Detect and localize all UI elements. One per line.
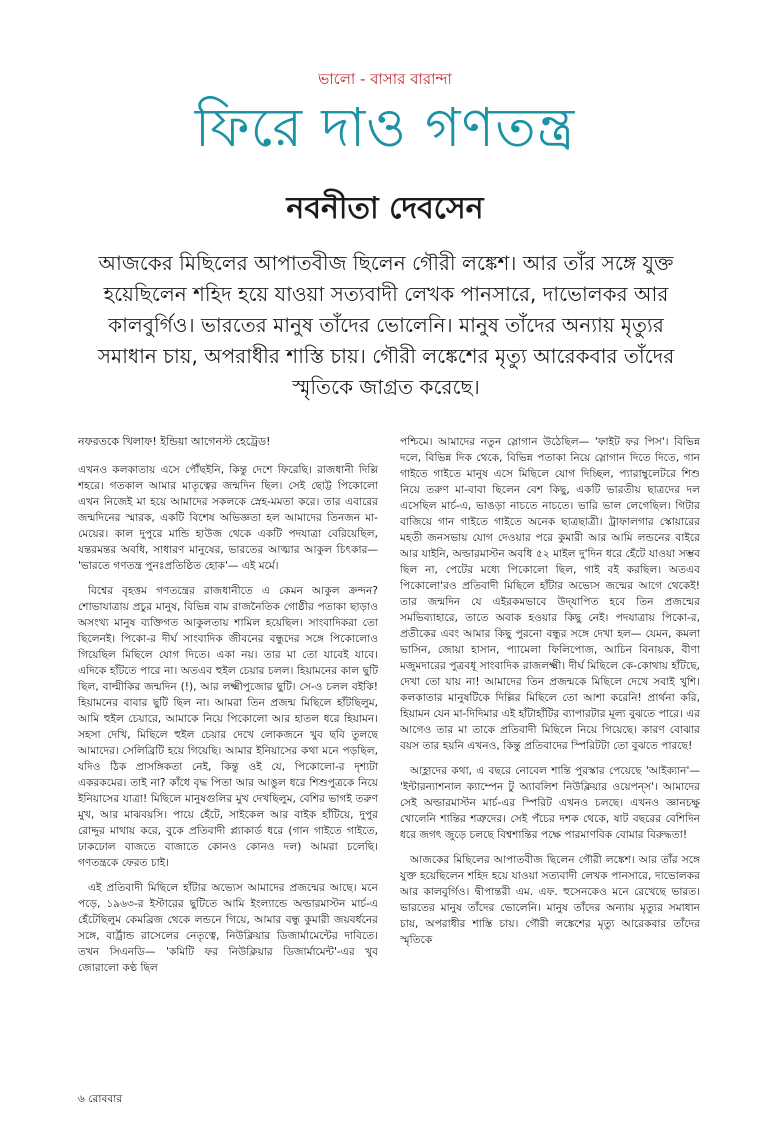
- body-paragraph: আহ্লাদের কথা, এ বছরে নোবেল শান্তি পুরস্কার পেয়েছে 'আইক্যান'— 'ইন্টারন্যাশনাল ক্যাম্পেন টু অ্যাবলিশ নিউক্লিয়ার ওয়েপন্‌স'। আমাদের সেই অল্ডারমাস্টন মার্চ-এর স্পিরিট এখনও চলছে। এখনও জ্ঞানচক্ষু খোলেনি শান্তির শত্রুদের। সেই পঁচের দশক থেকে, ষাট বছরের বেশিদিন ধরে জগৎ জুড়ে চলছে বিশ্বশান্তির পক্ষে পারমাণবিক বোমার বিরুদ্ধতা!: [400, 765, 700, 841]
- body-paragraph: পশ্চিমে। আমাদের নতুন স্লোগান উঠেছিল— 'ফাইট ফর পিস'। বিভিন্ন দলে, বিভিন্ন দিক থেকে, বিভিন্ন পতাকা নিয়ে স্লোগান দিতে দিতে, গান গাইতে গাইতে মানুষ এসে মিছিলে যোগ দিচ্ছিল, প্যারাম্বুলেটরে শিশু নিয়ে তরুণ মা-বাবা ছিলেন বেশ কিছু, একটি ভারতীয় ছাত্রদের দল এসেছিল মার্চ-এ, ভাঙড়া নাচতে নাচতে। ভারি ভাল লেগেছিল। গিটার বাজিয়ে গান গাইতে গাইতে অনেক ছাত্রছাত্রী। ট্রাফালগার স্কোয়ারের মহতী জনসভায় যোগ দেওয়ার পরে কুমারী আর আমি লন্ডনের বাইরে আর যাইনি, অল্ডারমাস্টন অবধি ৫২ মাইল দু'দিন ধরে হেঁটে যাওয়া সম্ভব ছিল না, পেটের মধ্যে পিকোলো ছিল, গাই বই করছিল। অতএব পিকোলো'রও প্রতিবাদী মিছিলে হাঁটার অভ্যেস জন্মের আগে থেকেই! তার জন্মদিন যে এইরকমভাবে উদ্‌যাপিত হবে তিন প্রজন্মের সমভিব্যাহারে, তাতে অবাক হওয়ার কিছু নেই। পদযাত্রায় পিকো-র, প্রতীকের এবং আমার কিছু পুরনো বন্ধুর সঙ্গে দেখা হল— যেমন, কমলা ভাসিন, জোয়া হাসান, প্যামেলা ফিলিপোজ, আচিন বিনায়ক, বীণা মজুমদারের পুত্রবধূ সাংবাদিক রাজলক্ষ্মী। দীর্ঘ মিছিলে কে-কোথায় হাঁটছে, দেখা তো যায় না! আমাদের তিন প্রজন্মকে মিছিলে দেখে সবাই খুশি। কলকাতার মানুষটিকে দিল্লির মিছিলে তো আশা করেনি! প্রার্থনা করি, হিয়ামন যেন মা-দিদিমার এই হাঁটাহাঁটির ব্যাপারটার মূল্য বুঝতে পারে। এর আগেও তার মা তাকে প্রতিবাদী মিছিলে নিয়ে গিয়েছে। কারণ বোঝার বয়স তার হয়নি এখনও, কিন্তু প্রতিবাদের স্পিরিটটা তো বুঝতে পারছে!: [400, 436, 700, 752]
- section-label: ভালো - বাসার বারান্দা: [318, 70, 452, 88]
- article-body: [78, 434, 700, 1082]
- page-footer: ৬ রোববার: [78, 1093, 123, 1105]
- article-title: ফিরে দাও গণতন্ত্র: [194, 96, 576, 159]
- right-column: [400, 434, 700, 1082]
- body-paragraph: বিশ্বের বৃহত্তম গণতন্ত্রের রাজধানীতে এ কেমন আকুল ক্রন্দন? শোভাযাত্রায় প্রচুর মানুষ, বিভিন্ন বাম রাজনৈতিক গোষ্ঠীর পতাকা ছাড়াও অসংখ্য মানুষ ব্যক্তিগত আকুলতায় শামিল হয়েছিল। সাংবাদিকরা তো ছিলেনই। পিকো-র দীর্ঘ সাংবাদিক জীবনের বন্ধুদের সঙ্গে পিকোলোও গিয়েছিল মিছিলে যোগ দিতে। একা নয়। তার মা তো যাবেই যাবে। এদিকে হাঁটতে পারে না। অতএব হুইল চেয়ার চলল। হিয়ামনের কাল ছুটি ছিল, বাল্মীকির জন্মদিন (!), আর লক্ষ্মীপুজোর ছুটি। সে-ও চলল বইকি! হিয়ামনের বাবার ছুটি ছিল না। আমরা তিন প্রজন্ম মিছিলে হাঁটছিলুম, আমি হুইল চেয়ারে, আমাকে নিয়ে পিকোলো আর হাতল ধরে হিয়ামন। সহসা দেখি, মিছিলে হুইল চেয়ার দেখে লোকজনে খুব ছবি তুলছে আমাদের। সেলিব্রিটি হয়ে গিয়েছি। আমার ইনিয়াসের কথা মনে পড়ছিল, যদিও ঠিক প্রাসঙ্গিকতা নেই, কিন্তু ওই যে, পিকোলো-র দৃশ্যটা একরকমের। তাই না? কাঁধে বৃদ্ধ পিতা আর আঙুল ধরে শিশুপুত্রকে নিয়ে ইনিয়াসের যাত্রা! মিছিলে মানুষগুলির মুখ দেখছিলুম, বেশির ভাগই তরুণ মুখ, আর মাঝবয়সি। পায়ে হেঁটে, সাইকেল আর বাইক হাঁটিয়ে, দুপুর রোদ্দুর মাথায় করে, বুকে প্রতিবাদী প্ল্যাকার্ড ধরে (গান গাইতে গাইতে, ঢাকঢোল বাজতে বাজাতে কোনও কোনও দল) আমরা চলেছি। গণতন্ত্রকে ফেরত চাই।: [78, 585, 378, 869]
- body-paragraph: এই প্রতিবাদী মিছিলে হাঁটার অভ্যেস আমাদের প্রজন্মের আছে। মনে পড়ে, ১৯৬৩-র ইস্টারের ছুটিতে আমি ইংল্যান্ডে অল্ডারমাস্টন মার্চ-এ হেঁটেছিলুম কেমব্রিজ থেকে লন্ডনে গিয়ে, আমার বন্ধু কুমারী জয়বর্ধনের সঙ্গে, বার্ট্রান্ড রাসেলের নেতৃত্বে, নিউক্লিয়ার ডিজার্মামেন্টের দাবিতে। তখন সিএনডি— 'কমিটি ফর নিউক্লিয়ার ডিজার্মামেন্ট'-এর খুব জোরালো কণ্ঠ ছিল: [78, 882, 378, 974]
- left-column: [78, 434, 378, 1082]
- body-paragraph: এখনও কলকাতায় এসে পৌঁছইনি, কিন্তু দেশে ফিরেছি। রাজধানী দিল্লি শহরে। গতকাল আমার মাতৃত্বের জন্মদিন ছিল। সেই ছোট্ট পিকোলো এখন নিজেই মা হয়ে আমাদের সকলকে স্নেহ-মমতা করে। তার এবারের জন্মদিনের স্মারক, একটি বিশেষ অভিজ্ঞতা হল আমাদের তিনজন মা-মেয়ের। কাল দুপুরে মান্ডি হাউজ থেকে একটি পদযাত্রা বেরিয়েছিল, যন্তরমন্তর অবধি, সাধারণ মানুষের, ভারতের আত্মার আকুল চিৎকার— 'ভারতে গণতন্ত্র পুনঃপ্রতিষ্ঠিত হোক'— এই মর্মে।: [78, 464, 378, 572]
- body-paragraph: আজকের মিছিলের আপাতবীজ ছিলেন গৌরী লঙ্কেশ। আর তাঁর সঙ্গে যুক্ত হয়েছিলেন শহিদ হয়ে যাওয়া সত্যবাদী লেখক পানসারে, দাভোলকর আর কালবুর্গিও। দ্বীপান্তরী এম. এফ. হুসেনকেও মনে রেখেছে ভারত। ভারতের মানুষ তাঁদের ভোলেনি। মানুষ তাঁদের অন্যায় মৃত্যুর সমাধান চায়, অপরাধীর শাস্তি চায়। গৌরী লঙ্কেশের মৃত্যু আরেকবার তাঁদের স্মৃতিকে: [400, 854, 700, 946]
- author-name: নবনীতা দেবসেন: [286, 191, 484, 226]
- body-subheading: নফরতকে খিলাফ! ইন্ডিয়া আগেনস্ট হেট্রেড!: [78, 435, 271, 448]
- lead-paragraph: আজকের মিছিলের আপাতবীজ ছিলেন গৌরী লঙ্কেশ। আর তাঁর সঙ্গে যুক্ত হয়েছিলেন শহিদ হয়ে যাওয়া সত্যবাদী লেখক পানসারে, দাভোলকর আর কালবুর্গিও। ভারতের মানুষ তাঁদের ভোলেনি। মানুষ তাঁদের অন্যায় মৃত্যুর সমাধান চায়, অপরাধীর শাস্তি চায়। গৌরী লঙ্কেশের মৃত্যু আরেকবার তাঁদের স্মৃতিকে জাগ্রত করেছে।: [97, 251, 675, 399]
- lead-paragraph-block: [86, 248, 686, 403]
